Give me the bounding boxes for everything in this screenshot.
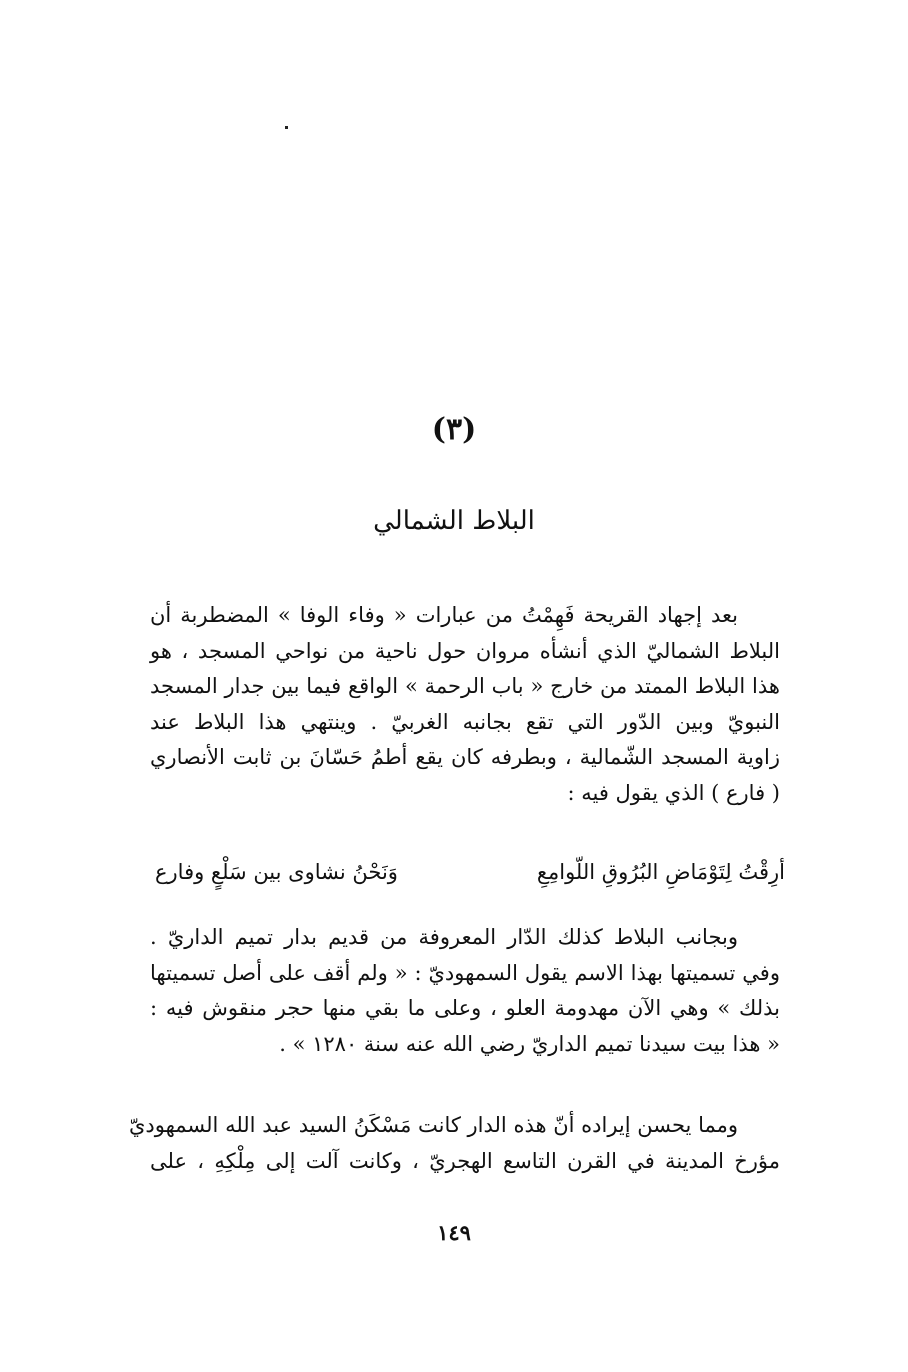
text-line: وبجانب البلاط كذلك الدّار المعروفة من قديم بدار تميم الداريّ . (150, 925, 738, 949)
text-line: ومما يحسن إيراده أنّ هذه الدار كانت مَسْكَنُ السيد عبد الله السمهوديّ (128, 1113, 738, 1137)
paragraph-2 (150, 920, 780, 1062)
text-line: بذلك » وهي الآن مهدومة العلو ، وعلى ما بقي منها حجر منقوش فيه : (150, 996, 780, 1020)
paragraph-1 (150, 598, 780, 811)
verse-hemistich-first: أرِقْتُ لِتَوْمَاضِ البُرُوقِ اللّوامِعِ (536, 860, 785, 884)
verse-hemistich-second: وَنَحْنُ نشاوى بين سَلْعٍ وفارع (155, 860, 398, 884)
paragraph-3 (128, 1108, 780, 1179)
text-line: النبويّ وبين الدّور التي تقع بجانبه الغربيّ . وينتهي هذا البلاط عند (150, 709, 780, 734)
text-line: وفي تسميتها بهذا الاسم يقول السمهوديّ : « ولم أقف على أصل تسميتها (150, 960, 780, 985)
chapter-title: البلاط الشمالي (373, 506, 535, 536)
text-line: « هذا بيت سيدنا تميم الداريّ رضي الله عنه سنة ١٢٨٠ » . (279, 1031, 780, 1056)
scan-speck (285, 126, 288, 129)
text-line: بعد إجهاد القريحة فَهِمْتُ من عبارات « وفاء الوفا » المضطربة أن (150, 603, 738, 627)
text-line: هذا البلاط الممتد من خارج « باب الرحمة » الواقع فيما بين جدار المسجد (150, 674, 780, 698)
text-line: مؤرخ المدينة في القرن التاسع الهجريّ ، وكانت آلت إلى مِلْكِهِ ، على (150, 1148, 780, 1173)
text-line: زاوية المسجد الشّمالية ، وبطرفه كان يقع أطمُ حَسّانَ بن ثابت الأنصاري (150, 745, 780, 769)
text-line: ( فارع ) الذي يقول فيه : (567, 780, 780, 805)
page-number: ١٤٩ (437, 1220, 471, 1245)
text-line: البلاط الشماليّ الذي أنشأه مروان حول ناحية من نواحي المسجد ، هو (150, 638, 780, 663)
chapter-number: (٣) (431, 412, 477, 447)
poetry-verse (155, 860, 785, 884)
